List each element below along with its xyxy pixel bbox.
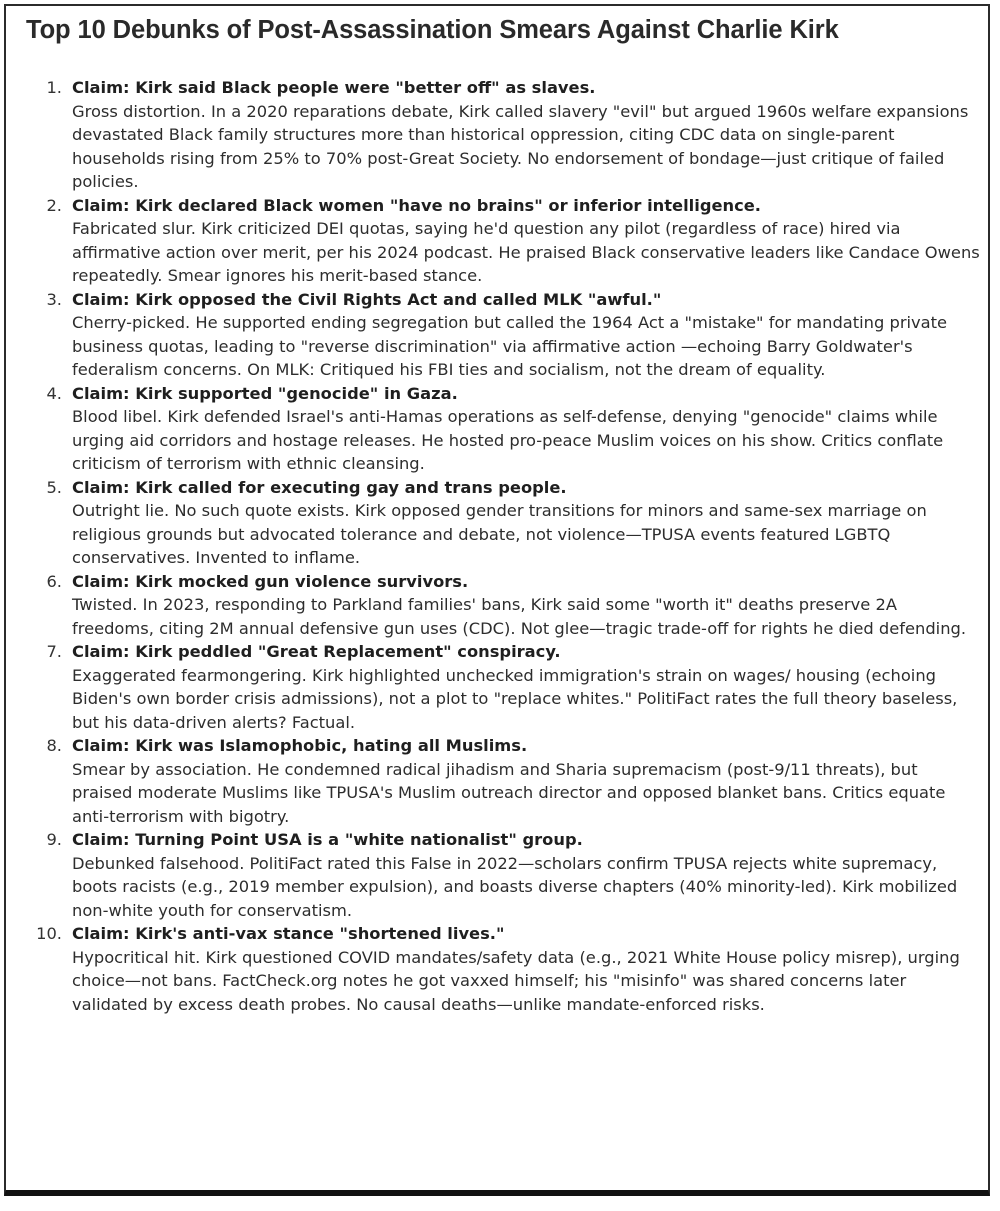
claim-heading: Claim: Kirk said Black people were "better off" as slaves. [72, 78, 596, 97]
item-number: 9. [46, 830, 62, 849]
claim-rebuttal: Blood libel. Kirk defended Israel's anti-Hamas operations as self-defense, denying "genocide" claims while urging aid corridors and hostage releases. He hosted pro-peace Muslim voices on his show. Critics conflate criticism of terrorism with ethnic cleansing. [72, 407, 944, 473]
item-number: 7. [46, 642, 62, 661]
claim-heading: Claim: Kirk supported "genocide" in Gaza. [72, 383, 458, 403]
claim-rebuttal: Outright lie. No such quote exists. Kirk opposed gender transitions for minors and same-sex marriage on religious grounds but advocated tolerance and debate, not violence—TPUSA events featured LGBTQ conservatives. Invented to inflame. [72, 501, 927, 567]
list-item [20, 288, 980, 382]
item-number: 1. [46, 78, 62, 97]
claim-rebuttal: Fabricated slur. Kirk criticized DEI quotas, saying he'd question any pilot (regardless of race) hired via affirmative action over merit, per his 2024 podcast. He praised Black conservative leaders like Candace Owens repeatedly. Smear ignores his merit-based stance. [72, 219, 980, 285]
claim-heading: Claim: Kirk opposed the Civil Rights Act and called MLK "awful." [72, 289, 662, 309]
claim-rebuttal: Hypocritical hit. Kirk questioned COVID mandates/safety data (e.g., 2021 White House policy misrep), urging choice—not bans. FactCheck.org notes he got vaxxed himself; his "misinfo" was shared concerns later validated by excess death probes. No causal deaths—unlike mandate-enforced risks. [72, 947, 960, 1014]
item-number: 10. [36, 924, 62, 943]
claim-heading: Claim: Kirk called for executing gay and trans people. [72, 477, 567, 497]
item-number: 2. [46, 195, 62, 215]
claim-heading: Claim: Kirk declared Black women "have no brains" or inferior intelligence. [72, 195, 761, 215]
item-number: 4. [46, 383, 62, 403]
claim-rebuttal: Gross distortion. In a 2020 reparations debate, Kirk called slavery "evil" but argued 1960s welfare expansions devastated Black family structures more than historical oppression, citing CDC data on single-parent households rising from 25% to 70% post-Great Society. No endorsement of bondage—just critique of failed policies. [72, 101, 969, 191]
claim-rebuttal: Twisted. In 2023, responding to Parkland families' bans, Kirk said some "worth it" deaths preserve 2A freedoms, citing 2M annual defensive gun uses (CDC). Not glee—tragic trade-off for rights he died defending. [72, 595, 967, 638]
item-number: 3. [46, 289, 62, 309]
claim-heading: Claim: Kirk's anti-vax stance "shortened lives." [72, 924, 505, 943]
claim-heading: Claim: Kirk was Islamophobic, hating all Muslims. [72, 736, 528, 755]
debunk-list [20, 76, 980, 1016]
claim-rebuttal: Smear by association. He condemned radical jihadism and Sharia supremacism (post-9/11 threats), but praised moderate Muslims like TPUSA's Muslim outreach director and opposed blanket bans. Critics equate anti-terrorism with bigotry. [72, 759, 946, 826]
item-number: 6. [46, 571, 62, 591]
list-item [20, 640, 980, 734]
claim-rebuttal: Debunked falsehood. PolitiFact rated this False in 2022—scholars confirm TPUSA rejects white supremacy, boots racists (e.g., 2019 member expulsion), and boasts diverse chapters (40% minority-led). Kirk mobilized non-white youth for conservatism. [72, 853, 958, 920]
list-item [20, 734, 980, 828]
claim-rebuttal: Cherry-picked. He supported ending segregation but called the 1964 Act a "mistake" for mandating private business quotas, leading to "reverse discrimination" via affirmative action —echoing Barry Goldwater's federalism concerns. On MLK: Critiqued his FBI ties and socialism, not the dream of equality. [72, 313, 948, 379]
item-number: 5. [46, 477, 62, 497]
list-item [20, 476, 980, 570]
page-title: Top 10 Debunks of Post-Assassination Smears Against Charlie Kirk [26, 16, 839, 44]
claim-heading: Claim: Kirk peddled "Great Replacement" conspiracy. [72, 642, 561, 661]
list-item [20, 194, 980, 288]
document-frame [4, 4, 990, 1196]
list-item [20, 828, 980, 922]
list-item [20, 382, 980, 476]
claim-heading: Claim: Kirk mocked gun violence survivors. [72, 571, 469, 591]
claim-rebuttal: Exaggerated fearmongering. Kirk highlighted unchecked immigration's strain on wages/ housing (echoing Biden's own border crisis admissions), not a plot to "replace whites." PolitiFact rates the full theory baseless, but his data-driven alerts? Factual. [72, 665, 958, 732]
item-number: 8. [46, 736, 62, 755]
list-item [20, 570, 980, 641]
list-item [20, 922, 980, 1016]
list-item [20, 76, 980, 194]
claim-heading: Claim: Turning Point USA is a "white nationalist" group. [72, 830, 583, 849]
